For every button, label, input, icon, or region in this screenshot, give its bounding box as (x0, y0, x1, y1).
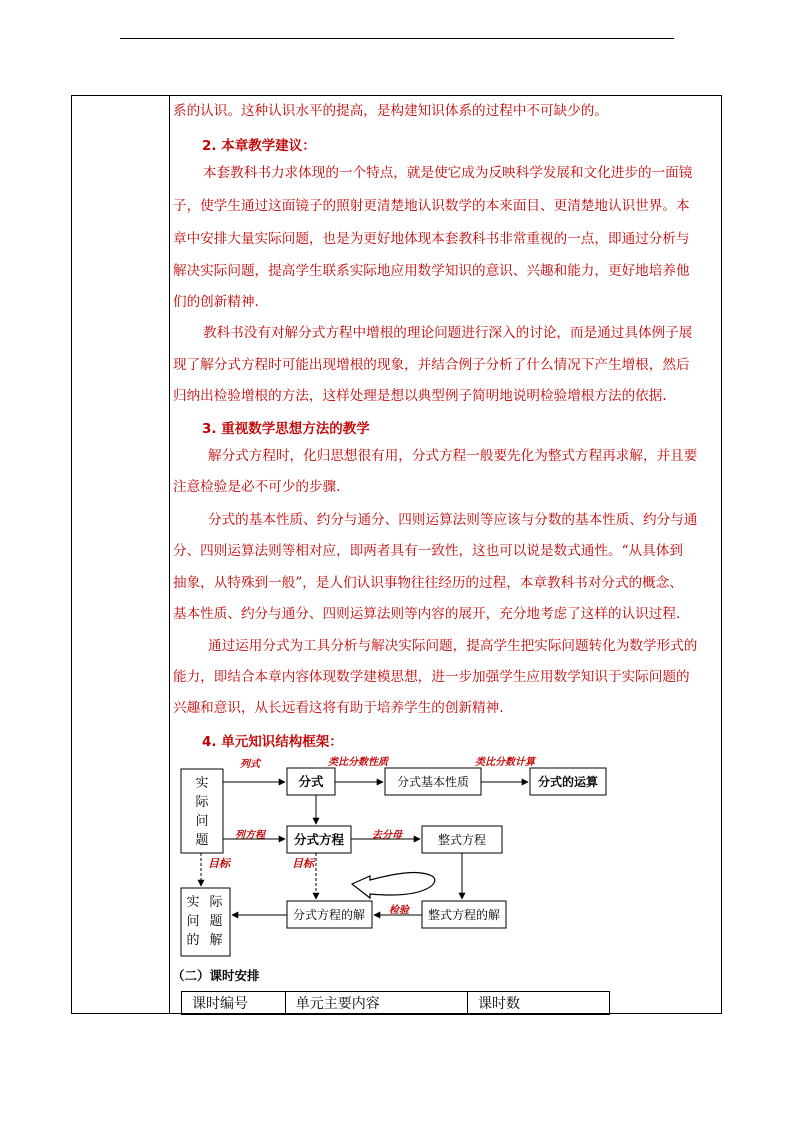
text-line: 本套教科书力求体现的一个特点，就是使它成为反映科学发展和文化进步的一面镜 (203, 165, 693, 181)
schedule-heading: （二）课时安排 (172, 968, 260, 983)
text-line: 章中安排大量实际问题，也是为更好地体现本套教科书非常重视的一点，即通过分析与 (173, 231, 690, 247)
text-line: 分、四则运算法则等相对应，即两者具有一致性，这也可以说是数式通性。“从具体到 (173, 543, 683, 559)
text-line: 兴趣和意识，从长远看这将有助于培养学生的创新精神. (173, 700, 504, 716)
text-line: 解决实际问题，提高学生联系实际地应用数学知识的意识、兴趣和能力，更好地培养他 (173, 263, 690, 279)
text-line: 抽象，从特殊到一般”，是人们认识事物往往经历的过程，本章教科书对分式的概念、 (173, 575, 683, 591)
label-qu-fenmu: 去分母 (372, 830, 402, 841)
text-line: 注意检验是必不可少的步骤. (173, 479, 341, 495)
label-mubiao: 目标 (208, 857, 230, 870)
curved-arrow-icon (352, 873, 435, 898)
section-heading-4: 4. 单元知识结构框架： (202, 734, 343, 750)
real-solution-char: 实 (186, 895, 200, 910)
text-line: 分式的基本性质、约分与通分、四则运算法则等应该与分数的基本性质、约分与通 (208, 512, 698, 528)
real-solution-char: 题 (209, 914, 223, 929)
label-analogy-calc: 类比分数计算 (475, 757, 535, 768)
real-solution-char: 际 (209, 895, 223, 910)
integer-eq-label: 整式方程 (437, 833, 487, 847)
fraction-eq-label: 分式方程 (293, 832, 345, 847)
label-liesi: 列式 (240, 759, 260, 770)
table-header-cell: 课时编号 (182, 992, 286, 1015)
real-solution-char: 的 (186, 933, 200, 948)
real-problem-char: 际 (195, 795, 209, 810)
text-line: 系的认识。这种认识水平的提高，是构建知识体系的过程中不可缺少的。 (173, 103, 608, 119)
text-line: 现了解分式方程时可能出现增根的现象，并结合例子分析了什么情况下产生增根，然后 (173, 357, 690, 373)
label-lie-fangcheng: 列方程 (235, 830, 265, 841)
real-solution-char: 解 (209, 933, 223, 948)
text-line: 教科书没有对解分式方程中增根的理论问题进行深入的讨论，而是通过具体例子展 (203, 325, 693, 341)
label-analogy-property: 类比分数性质 (328, 757, 388, 768)
table-header-cell: 课时数 (467, 992, 609, 1015)
real-problem-char: 实 (195, 776, 209, 791)
fraction-eq-sol-label: 分式方程的解 (292, 908, 366, 922)
text-line: 能力，即结合本章内容体现数学建模思想，进一步加强学生应用数学知识于实际问题的 (173, 669, 690, 685)
fraction-property-label: 分式基本性质 (396, 775, 470, 789)
schedule-table (181, 991, 610, 1015)
real-solution-char: 问 (186, 914, 200, 929)
fraction-ops-label: 分式的运算 (537, 775, 599, 789)
text-line: 基本性质、约分与通分、四则运算法则等内容的展开，充分地考虑了这样的认识过程. (173, 606, 681, 622)
text-line: 们的创新精神. (173, 294, 259, 310)
text-line: 通过运用分式为工具分析与解决实际问题，提高学生把实际问题转化为数学形式的 (208, 638, 698, 654)
fraction-label: 分式 (298, 774, 324, 789)
label-mubiao: 目标 (292, 857, 314, 870)
label-jianyan: 检验 (389, 905, 409, 916)
text-line: 子，使学生通过这面镜子的照射更清楚地认识数学的本来面目、更清楚地认识世界。本 (173, 198, 690, 214)
table-row (182, 992, 610, 1015)
integer-eq-sol-label: 整式方程的解 (427, 908, 501, 922)
section-heading-2: 2. 本章教学建议： (202, 138, 316, 154)
section-heading-3: 3. 重视数学思想方法的教学 (202, 421, 370, 437)
real-problem-char: 问 (195, 814, 209, 829)
real-problem-char: 题 (195, 833, 209, 848)
table-header-cell: 单元主要内容 (285, 992, 467, 1015)
text-line: 解分式方程时，化归思想很有用，分式方程一般要先化为整式方程再求解，并且要 (208, 448, 698, 464)
text-line: 归纳出检验增根的方法，这样处理是想以典型例子简明地说明检验增根方法的依据. (173, 388, 667, 404)
